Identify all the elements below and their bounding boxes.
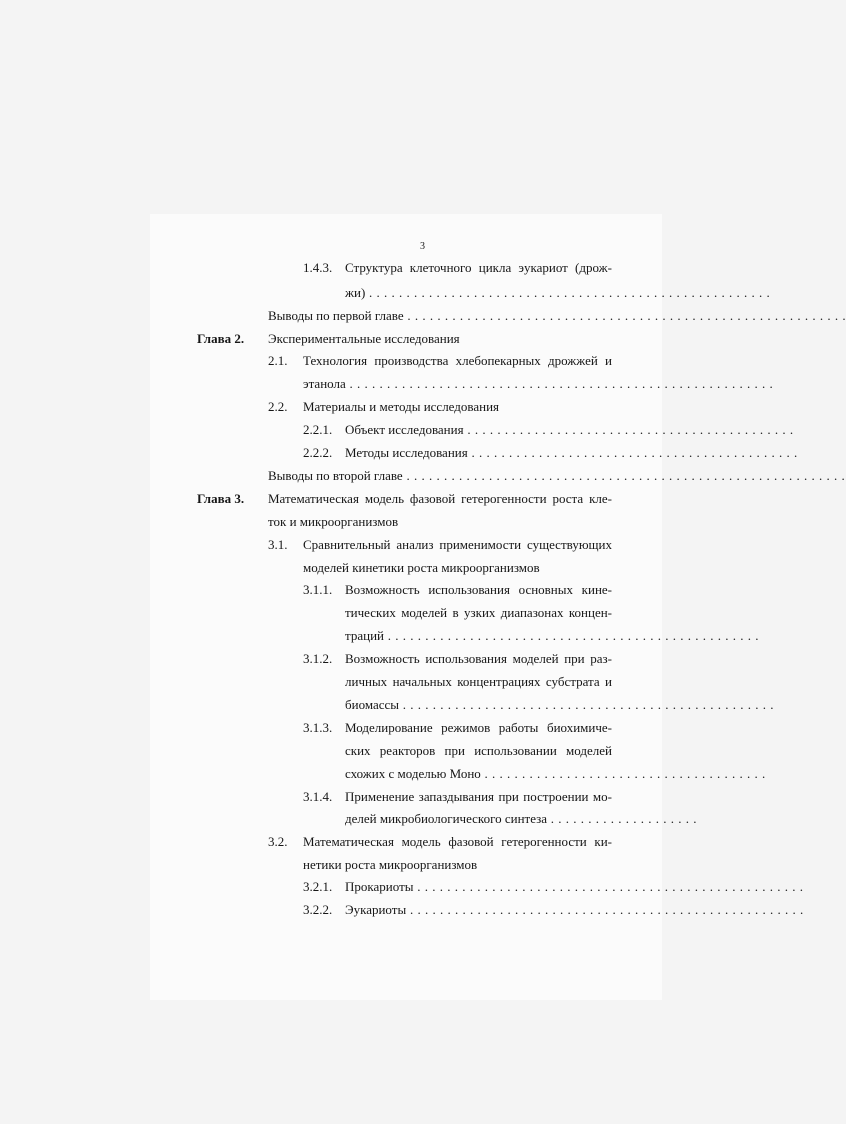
toc-number: 3.2. [268,834,288,849]
toc-fill: Эукариоты . . . . . . . . . . . . . . . . . . . . . . . . . . . . . . . . . . . . . . . . . . . . . . . . . . . . . [345,902,804,917]
toc-number: 2.1. [268,353,288,368]
toc-text-line: Сравнительный анализ применимости существующих [303,537,612,552]
toc-text-line: личных начальных концентрациях субстрата и [345,674,612,689]
toc-text-line: траций [345,628,384,643]
toc-text: Выводы по второй главе [268,468,403,483]
toc-number: 3.1. [268,537,288,552]
toc-text-line: Применение запаздывания при построении мо- [345,789,612,804]
toc-fill: Прокариоты . . . . . . . . . . . . . . . . . . . . . . . . . . . . . . . . . . . . . . . . . . . . . . . . . . . . [345,879,804,894]
toc-fill: Методы исследования . . . . . . . . . . . . . . . . . . . . . . . . . . . . . . . . . . . . . . . . . . . . [345,445,798,460]
toc-number: 3.1.3. [303,720,333,735]
toc-number: 1.4.3. [303,260,333,275]
toc-fill: схожих с моделью Моно . . . . . . . . . . . . . . . . . . . . . . . . . . . . . . . . . . . . . . [345,766,766,781]
toc-text: Объект исследования [345,422,464,437]
toc-text-line: Структура клеточного цикла эукариот (дрож- [345,260,612,275]
toc-text: Эукариоты [345,902,407,917]
toc-text: Материалы и методы исследования [303,399,500,414]
toc-text-line: этанола [303,376,346,391]
toc-text: Экспериментальные исследования [268,331,460,346]
toc-text: Прокариоты [345,879,414,894]
toc-text-line: тических моделей в узких диапазонах концен- [345,605,612,620]
toc-number: 3.1.1. [303,582,333,597]
toc-number: 3.1.4. [303,789,333,804]
toc-text-line: моделей кинетики роста микроорганизмов [303,560,540,575]
toc-text-line: Технология производства хлебопекарных дрожжей и [303,353,612,368]
chapter-label: Глава 3. [197,491,245,506]
toc-fill: Выводы по первой главе . . . . . . . . . . . . . . . . . . . . . . . . . . . . . . . . . . . . . . . . . . . . . . . . . . . . . . . . . . . [268,308,846,323]
toc-text-line: Возможность использования моделей при раз- [345,651,612,666]
toc-fill: этанола . . . . . . . . . . . . . . . . . . . . . . . . . . . . . . . . . . . . . . . . . . . . . . . . . . . . . . . . . [303,376,774,391]
toc-text: Выводы по первой главе [268,308,404,323]
toc-text-line: Моделирование режимов работы биохимиче- [345,720,612,735]
toc-number: 3.1.2. [303,651,333,666]
toc-number: 2.2.2. [303,445,333,460]
toc-text-line: Возможность использования основных кине- [345,582,612,597]
toc-text-line: биомассы [345,697,400,712]
toc-fill: Объект исследования . . . . . . . . . . . . . . . . . . . . . . . . . . . . . . . . . . . . . . . . . . . . [345,422,794,437]
toc-text-line: нетики роста микроорганизмов [303,857,478,872]
chapter-label: Глава 2. [197,331,245,346]
toc-text-line: Математическая модель фазовой гетерогенности ки- [303,834,612,849]
toc-number: 2.2. [268,399,288,414]
toc-number: 3.2.2. [303,902,333,917]
toc-text-line: делей микробиологического синтеза [345,811,548,826]
toc-text-line: Математическая модель фазовой гетерогенности роста кле- [268,491,612,506]
toc-fill: жи) . . . . . . . . . . . . . . . . . . . . . . . . . . . . . . . . . . . . . . . . . . . . . . . . . . . . . . [345,285,771,300]
toc-fill: Выводы по второй главе . . . . . . . . . . . . . . . . . . . . . . . . . . . . . . . . . . . . . . . . . . . . . . . . . . . . . . . . . . . [268,468,846,483]
toc-text-line: жи) [345,285,366,300]
page-number: 3 [420,241,425,252]
toc-fill: биомассы . . . . . . . . . . . . . . . . . . . . . . . . . . . . . . . . . . . . . . . . . . . . . . . . . . [345,697,775,712]
toc-number: 2.2.1. [303,422,333,437]
toc-fill: траций . . . . . . . . . . . . . . . . . . . . . . . . . . . . . . . . . . . . . . . . . . . . . . . . . . [345,628,759,643]
toc-number: 3.2.1. [303,879,333,894]
toc-text-line: ских реакторов при использовании моделей [345,743,612,758]
toc-text-line: схожих с моделью Моно [345,766,481,781]
toc-text-line: ток и микроорганизмов [268,514,399,529]
toc-fill: делей микробиологического синтеза . . . . . . . . . . . . . . . . . . . . [345,811,698,826]
toc-text: Методы исследования [345,445,468,460]
